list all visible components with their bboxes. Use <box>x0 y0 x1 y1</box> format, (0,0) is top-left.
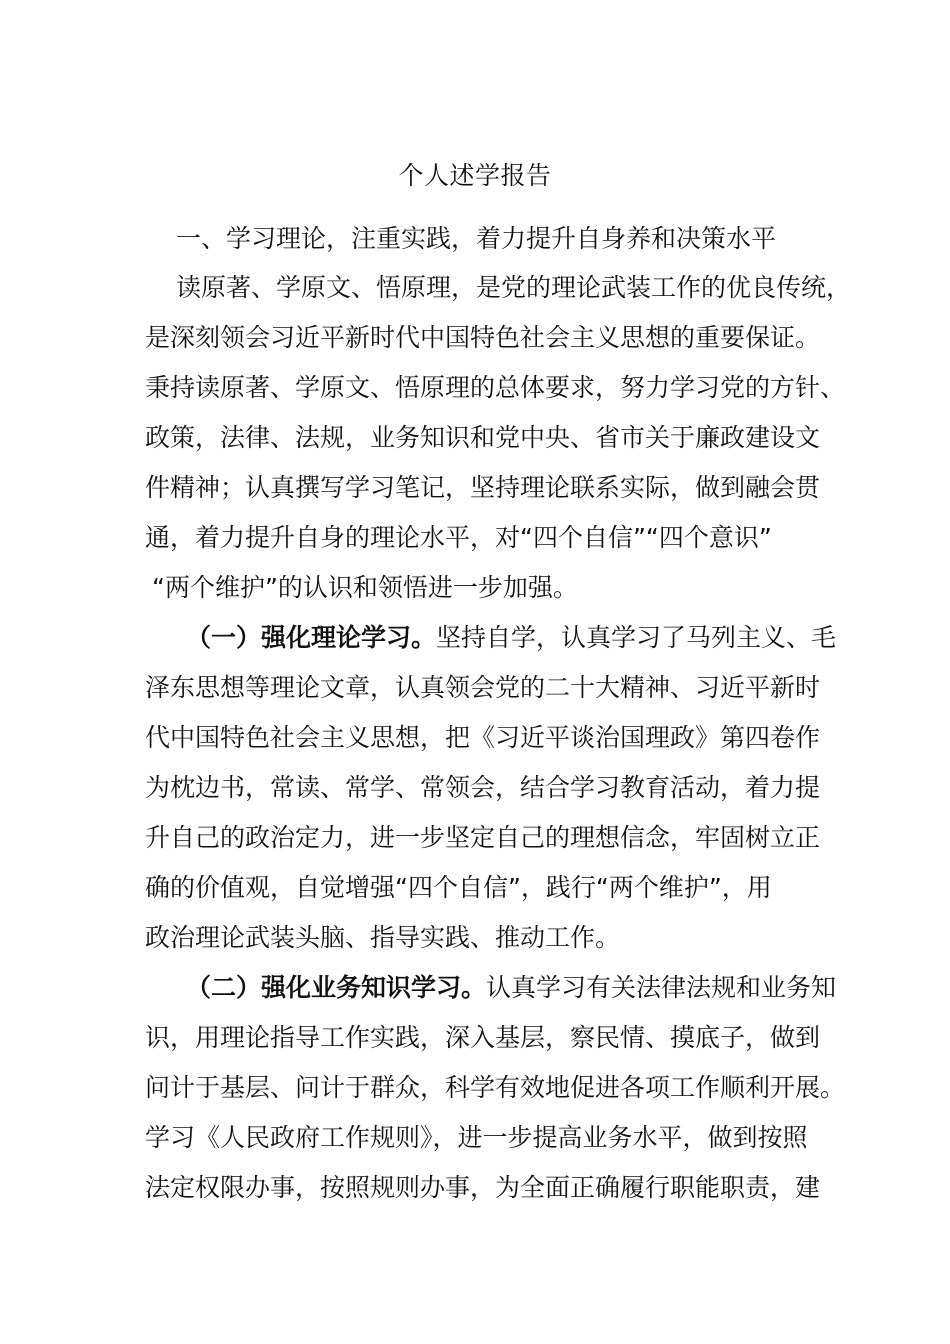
subsection-2-line-2: 识，用理论指导工作实践，深入基层，察民情、摸底子，做到 <box>145 1023 821 1052</box>
subsection-1-line-7: 政治理论武装头脑、指导实践、推动工作。 <box>145 923 621 952</box>
document-title: 个人述学报告 <box>398 161 552 190</box>
subsection-2-title: （二）强化业务知识学习。 <box>186 973 487 1002</box>
paragraph-1-line-5: 件精神；认真撰写学习笔记，坚持理论联系实际，做到融会贯 <box>145 473 821 502</box>
subsection-1-title: （一）强化理论学习。 <box>186 623 437 652</box>
subsection-1-line-3: 代中国特色社会主义思想，把《习近平谈治国理政》第四卷作 <box>145 723 821 752</box>
subsection-2-line-4: 学习《人民政府工作规则》，进一步提高业务水平，做到按照 <box>145 1123 808 1152</box>
subsection-1-line-2: 泽东思想等理论文章，认真领会党的二十大精神、习近平新时 <box>145 673 821 702</box>
subsection-1-line-4: 为枕边书，常读、常学、常领会，结合学习教育活动，着力提 <box>145 773 821 802</box>
subsection-2-line-5: 法定权限办事，按照规则办事，为全面正确履行职能职责，建 <box>145 1173 821 1202</box>
subsection-1-line-6: 确的价值观，自觉增强“四个自信”，践行“两个维护”，用 <box>145 873 772 902</box>
subsection-1-line-5: 升自己的政治定力，进一步坚定自己的理想信念，牢固树立正 <box>145 823 821 852</box>
subsection-2-line-3: 问计于基层、问计于群众，科学有效地促进各项工作顺利开展。 <box>145 1073 846 1102</box>
paragraph-1-line-2: 是深刻领会习近平新时代中国特色社会主义思想的重要保证。 <box>145 323 821 352</box>
subsection-2-first-line <box>186 971 836 1005</box>
subsection-1-first-text: 坚持自学，认真学习了马列主义、毛 <box>436 623 837 652</box>
subsection-2-first-text: 认真学习有关法律法规和业务知 <box>486 973 837 1002</box>
paragraph-1-line-1: 读原著、学原文、悟原理，是党的理论武装工作的优良传统， <box>176 273 852 302</box>
paragraph-1-line-7: “两个维护”的认识和领悟进一步加强。 <box>152 573 578 602</box>
paragraph-1-line-6: 通，着力提升自身的理论水平，对“四个自信”“四个意识” <box>145 523 772 552</box>
subsection-1-first-line <box>186 621 836 655</box>
section-heading-1: 一、学习理论，注重实践，着力提升自身养和决策水平 <box>176 224 777 253</box>
paragraph-1-line-3: 秉持读原著、学原文、悟原理的总体要求，努力学习党的方针、 <box>145 373 846 402</box>
paragraph-1-line-4: 政策，法律、法规，业务知识和党中央、省市关于廉政建设文 <box>145 423 821 452</box>
